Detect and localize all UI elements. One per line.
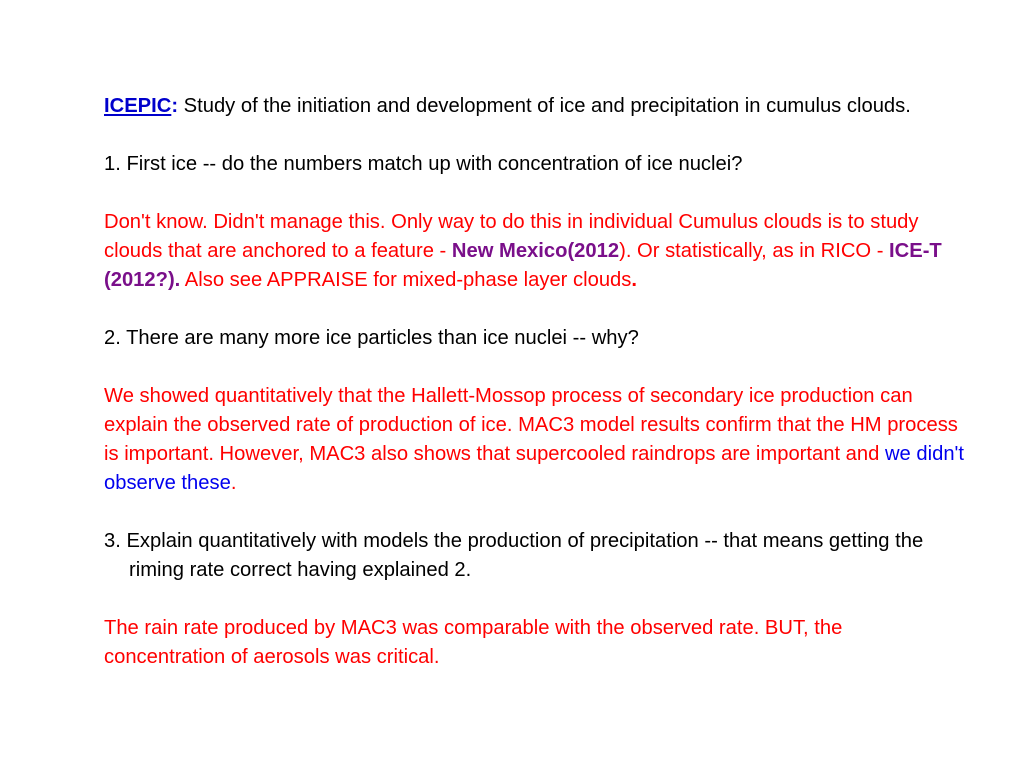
spacer: [104, 353, 964, 382]
slide-content: [104, 92, 964, 672]
answer-1-part2: ). Or statistically, as in RICO -: [619, 240, 890, 262]
spacer: [104, 121, 964, 150]
spacer: [104, 179, 964, 208]
icepic-colon: :: [171, 95, 179, 117]
ice-t-highlight: ICE-T (2012?).: [104, 240, 942, 291]
answer-2-blue-highlight: we didn't observe these: [104, 443, 965, 494]
intro-text: Study of the initiation and development of ice and precipitation in cumulus clouds.: [178, 95, 911, 117]
new-mexico-highlight: New Mexico(2012: [451, 240, 620, 262]
answer-1: [104, 208, 964, 295]
icepic-link[interactable]: ICEPIC: [104, 95, 172, 117]
answer-1-part1: Don't know. Didn't manage this. Only way to do this in individual Cumulus clouds is to study clouds that are anchored to a feature -: [104, 211, 919, 262]
answer-1-part3: Also see APPRAISE for mixed-phase layer clouds: [180, 269, 632, 291]
answer-2: [104, 382, 964, 498]
question-2: 2. There are many more ice particles than ice nuclei -- why?: [104, 327, 639, 349]
spacer: [104, 585, 964, 614]
answer-2-end: .: [230, 472, 237, 494]
intro-paragraph: [104, 92, 964, 121]
question-3: 3. Explain quantitatively with models the production of precipitation -- that means getting the riming rate correct having explained 2.: [104, 530, 924, 581]
spacer: [104, 295, 964, 324]
answer-3: The rain rate produced by MAC3 was comparable with the observed rate. BUT, the concentration of aerosols was critical.: [104, 617, 843, 668]
answer-1-period: .: [631, 269, 637, 291]
spacer: [104, 498, 964, 527]
question-1: 1. First ice -- do the numbers match up with concentration of ice nuclei?: [104, 153, 743, 175]
answer-2-part1: We showed quantitatively that the Hallett-Mossop process of secondary ice production can explain the observed rate of production of ice. MAC3 model results confirm that the HM process is important. However, MAC3 also shows that supercooled raindrops are important and: [104, 385, 958, 465]
